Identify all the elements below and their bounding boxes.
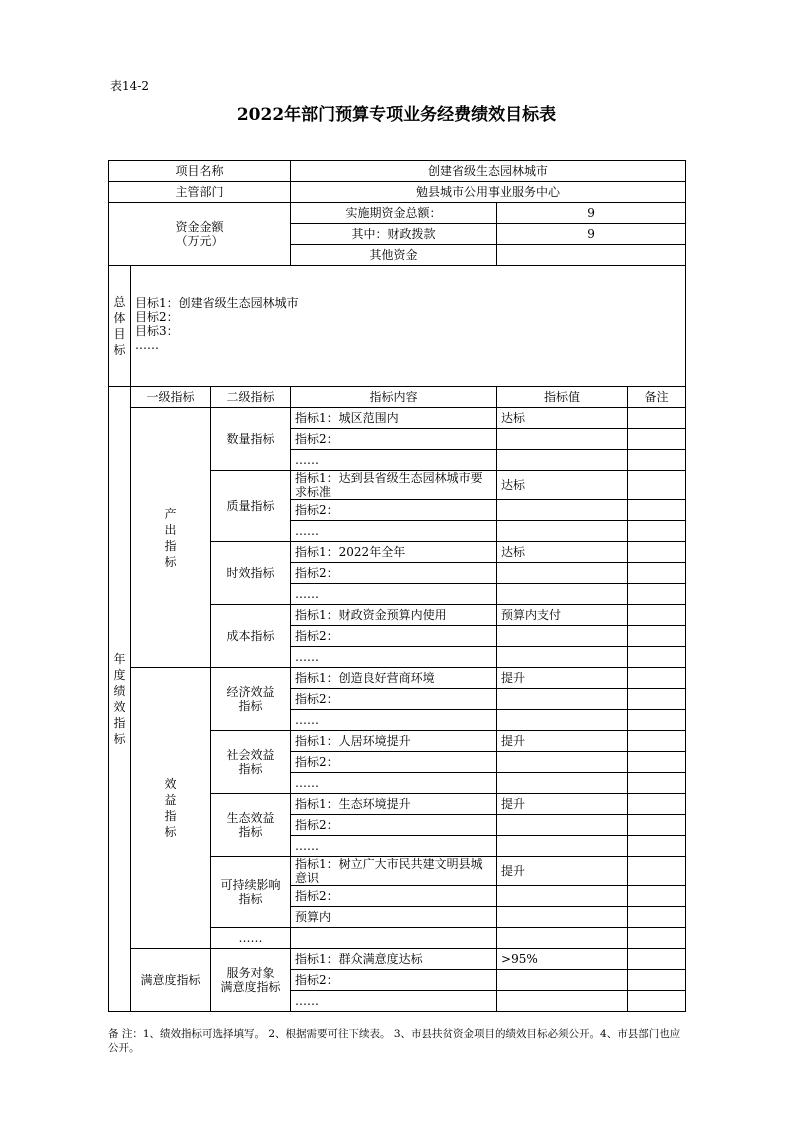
table-row <box>109 668 686 689</box>
benefit-more: …… <box>211 928 291 949</box>
total-funds-value: 9 <box>497 203 686 224</box>
performance-target-table <box>108 160 686 1012</box>
quantity-indicator: 数量指标 <box>211 408 291 471</box>
fiscal-funds-label: 其中：财政拨款 <box>291 224 497 245</box>
annual-indicators-label: 年 度 绩 效 指 标 <box>109 387 131 1012</box>
department-row <box>109 182 686 203</box>
project-name-label: 项目名称 <box>109 161 291 182</box>
annual-header-row <box>109 387 686 408</box>
table-row <box>109 408 686 429</box>
sustainability-indicator: 可持续影响 指标 <box>211 857 291 928</box>
indicator-content: 指标2： <box>291 500 497 521</box>
indicator-value: 预算内支付 <box>497 605 628 626</box>
table-row <box>109 949 686 970</box>
indicator-content: 指标1：创造良好营商环境 <box>291 668 497 689</box>
indicator-content: …… <box>291 836 497 857</box>
indicator-content: …… <box>291 647 497 668</box>
indicator-content: 指标2： <box>291 970 497 991</box>
indicator-value: 提升 <box>497 794 628 815</box>
department-label: 主管部门 <box>109 182 291 203</box>
goal-2: 目标2： <box>135 310 179 324</box>
col-content: 指标内容 <box>291 387 497 408</box>
indicator-content: 指标2： <box>291 752 497 773</box>
indicator-content: 指标1：达到县省级生态园林城市要求标准 <box>291 471 497 500</box>
indicator-content: 指标2： <box>291 429 497 450</box>
indicator-content: 指标1：人居环境提升 <box>291 731 497 752</box>
economic-benefit-indicator: 经济效益 指标 <box>211 668 291 731</box>
indicator-content: 指标1：城区范围内 <box>291 408 497 429</box>
indicator-content: 指标2： <box>291 563 497 584</box>
goal-3: 目标3： <box>135 324 179 338</box>
satisfaction-indicators: 满意度指标 <box>131 949 211 1012</box>
indicator-value: >95% <box>497 949 628 970</box>
table-number: 表14-2 <box>110 79 149 93</box>
indicator-content: …… <box>291 710 497 731</box>
funds-unit: （万元） <box>175 234 224 248</box>
indicator-value: 达标 <box>497 408 628 429</box>
ecological-benefit-indicator: 生态效益 指标 <box>211 794 291 857</box>
overall-goals-row <box>109 266 686 387</box>
goal-1: 目标1：创建省级生态园林城市 <box>135 296 299 310</box>
overall-goals-content <box>131 266 686 387</box>
fiscal-funds-value: 9 <box>497 224 686 245</box>
indicator-content: 指标1：树立广大市民共建文明县城意识 <box>291 857 497 886</box>
indicator-content: …… <box>291 584 497 605</box>
department-value: 勉县城市公用事业服务中心 <box>291 182 686 203</box>
indicator-content: 指标1：2022年全年 <box>291 542 497 563</box>
indicator-value: 达标 <box>497 471 628 500</box>
funds-total-row <box>109 203 686 224</box>
footnote: 备 注：1、绩效指标可选择填写。 2、根据需要可往下续表。 3、市县扶贫资金项目的绩效目标必须公开。4、市县部门也应公开。 <box>108 1028 681 1054</box>
other-funds-value <box>497 245 686 266</box>
total-funds-label: 实施期资金总额： <box>291 203 497 224</box>
quality-indicator: 质量指标 <box>211 471 291 542</box>
indicator-content: 指标2： <box>291 815 497 836</box>
funds-label-cell <box>109 203 291 266</box>
indicator-content: 指标1：生态环境提升 <box>291 794 497 815</box>
benefit-indicators: 效 益 指 标 <box>131 668 211 949</box>
indicator-content: 指标2： <box>291 626 497 647</box>
indicator-content: 指标1：群众满意度达标 <box>291 949 497 970</box>
cost-indicator: 成本指标 <box>211 605 291 668</box>
indicator-content: …… <box>291 773 497 794</box>
col-value: 指标值 <box>497 387 628 408</box>
timeliness-indicator: 时效指标 <box>211 542 291 605</box>
overall-goals-label: 总 体 目 标 <box>109 266 131 387</box>
indicator-value: 提升 <box>497 731 628 752</box>
output-indicators: 产 出 指 标 <box>131 408 211 668</box>
indicator-value: 达标 <box>497 542 628 563</box>
project-name-row <box>109 161 686 182</box>
funds-label: 资金金额 <box>175 220 224 234</box>
col-remark: 备注 <box>628 387 686 408</box>
social-benefit-indicator: 社会效益 指标 <box>211 731 291 794</box>
indicator-content: …… <box>291 991 497 1012</box>
indicator-content: 预算内 <box>291 907 497 928</box>
col-level1: 一级指标 <box>131 387 211 408</box>
service-satisfaction-indicator: 服务对象 满意度指标 <box>211 949 291 1012</box>
indicator-content: 指标2： <box>291 689 497 710</box>
goal-more: …… <box>135 338 159 352</box>
other-funds-label: 其他资金 <box>291 245 497 266</box>
indicator-value: 提升 <box>497 857 628 886</box>
remark-cell <box>628 408 686 429</box>
indicator-content: 指标1：财政资金预算内使用 <box>291 605 497 626</box>
page-title: 2022年部门预算专项业务经费绩效目标表 <box>236 105 557 125</box>
col-level2: 二级指标 <box>211 387 291 408</box>
indicator-content: …… <box>291 521 497 542</box>
indicator-content: 指标2： <box>291 886 497 907</box>
indicator-value: 提升 <box>497 668 628 689</box>
indicator-content: …… <box>291 450 497 471</box>
project-name-value: 创建省级生态园林城市 <box>291 161 686 182</box>
